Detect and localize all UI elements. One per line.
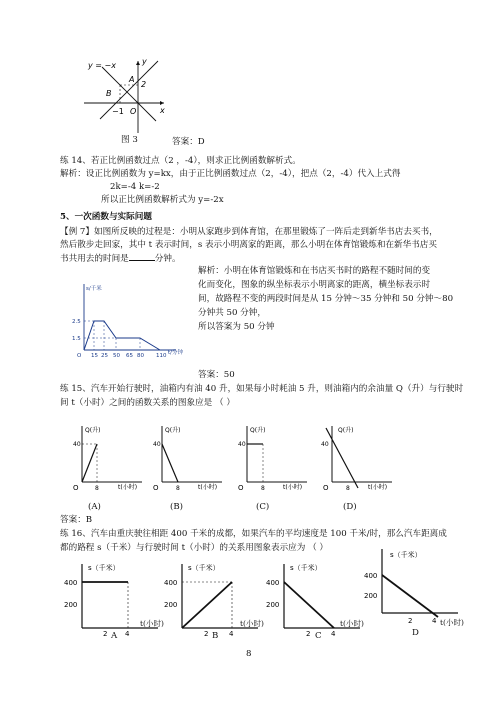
ex7-line-3 (60, 252, 181, 265)
ex14-solution-3: 所以正比例函数解析式为 y=-2x (101, 195, 224, 205)
ex16b-xlabel: t(小时) (240, 619, 264, 628)
ex16-cap-d: D (412, 628, 419, 638)
ex15c-y: 40 (238, 441, 246, 448)
ex16a-x2: 4 (125, 630, 130, 638)
ex15-graph-b (150, 422, 230, 500)
ex7-x6: 110 (156, 353, 167, 358)
ex15b-y: 40 (153, 441, 161, 448)
ex15-line-1: 练 15、汽车开始行驶时，油箱内有油 40 升，如果每小时耗油 5 升，则油箱内的余油量 Q（升）与行驶时 (60, 384, 464, 394)
fig3-label-two: 2 (141, 80, 147, 89)
ex16c-ylabel: s（千米） (290, 564, 322, 572)
ex15-cap-b: (B) (170, 502, 184, 512)
fig3-caption: 图 3 (121, 135, 138, 145)
ex15c-o: O (238, 484, 244, 492)
ex15b-o: O (153, 484, 159, 492)
ex15-cap-c: (C) (256, 502, 270, 512)
ex16b-ylabel: s（千米） (188, 564, 220, 572)
ex15d-ylabel: Q(升) (338, 427, 354, 434)
ex16a-y2: 200 (64, 601, 78, 609)
ex15c-ylabel: Q(升) (250, 427, 266, 434)
fig3-y-label: y (142, 57, 147, 66)
ex15d-xlabel: t(小时) (368, 484, 388, 491)
ex7-line-3b: 分钟。 (154, 254, 181, 264)
ex16a-x1: 2 (103, 630, 108, 638)
page-number: 8 (246, 649, 252, 659)
ex16a-y1: 400 (64, 579, 78, 587)
ex15-line-2: 间 t（小时）之间的函数关系的图象应是 （ ） (60, 398, 235, 408)
ex15b-line (162, 444, 178, 482)
ex7-x4: 65 (126, 353, 133, 358)
ex15a-line (82, 444, 97, 482)
ex15b-xlabel: t(小时) (198, 484, 218, 491)
ex16d-xlabel: t(小时) (440, 618, 464, 627)
fig3-label-b: B (106, 89, 112, 98)
fig3-label-minus-one: −1 (112, 107, 124, 116)
ex15d-o: O (323, 484, 329, 492)
ex15-graph-a (70, 422, 150, 500)
ex16d-y1: 400 (364, 572, 378, 580)
ex16c-x2: 4 (331, 630, 336, 638)
ex7-x3: 50 (113, 353, 120, 358)
ex7-answer: 答案：50 (198, 370, 235, 380)
ex15d-line (326, 428, 358, 488)
ex15-cap-a: (A) (88, 502, 101, 512)
ex15-graph-d (320, 422, 400, 500)
ex16a-ylabel: s（千米） (88, 564, 120, 572)
ex16d-y2: 200 (364, 592, 378, 600)
ex15c-xlabel: t(小时) (283, 484, 303, 491)
ex7-y1: 2.5 (72, 319, 81, 325)
ex7-line-1: 【例 7】如图所反映的过程是：小明从家跑步到体育馆，在那里锻炼了一阵后走到新华书店去买书， (60, 227, 438, 237)
ex16-cap-b: B (212, 631, 219, 641)
ex15a-xlabel: t(小时) (118, 484, 138, 491)
ex16b-x1: 2 (204, 630, 209, 638)
ex16a-xlabel: t(小时) (140, 619, 164, 628)
ex7-line-3a: 书共用去的时间是 (60, 254, 129, 264)
ex7-analysis-3: 间，故路程不变的两段时间是从 15 分钟～35 分钟和 50 分钟～80 (198, 294, 454, 304)
ex7-analysis-2: 化而变化，图象的纵坐标表示小明离家的距离，横坐标表示时 (198, 280, 431, 290)
ex16b-y2: 200 (164, 601, 178, 609)
ex16c-x1: 2 (306, 630, 311, 638)
fig3-x-arrow (160, 101, 164, 105)
ex16b-y1: 400 (164, 579, 178, 587)
ex7-x1: 15 (91, 353, 98, 358)
ex7-y2: 1.5 (72, 336, 81, 342)
ex16d-line (382, 575, 438, 617)
ex7-analysis-4: 分钟共 50 分钟， (198, 308, 266, 318)
ex7-ylabel: s/千米 (86, 286, 102, 292)
ex7-line-2: 然后散步走回家，其中 t 表示时间，s 表示小明离家的距离，那么小明在体育馆锻炼和在新华书店买 (60, 240, 437, 250)
ex16c-xlabel: t(小时) (340, 619, 364, 628)
ex14-solution-2: 2k=-4 k=-2 (110, 182, 160, 192)
ex14-title: 练 14、若正比例函数过点（2 ，-4），则求正比例函数解析式。 (60, 156, 301, 166)
ex7-analysis-1: 解析：小明在体育馆锻炼和在书店买书时的路程不随时间的变 (198, 266, 431, 276)
ex15a-o: O (73, 484, 79, 492)
fig3-eq: y = −x (88, 61, 116, 70)
fig3-x-label: x (160, 106, 165, 115)
fig3-y-arrow (136, 61, 140, 65)
ex16c-y1: 400 (266, 579, 280, 587)
ex16d-x2: 4 (432, 617, 437, 625)
ex16b-x2: 4 (229, 630, 234, 638)
ex15d-x: 8 (346, 485, 350, 492)
ex7-xlabel: t/分钟 (168, 350, 184, 356)
ex15b-ylabel: Q(升) (165, 427, 181, 434)
ex16-cap-c: C (315, 631, 322, 641)
ex16-cap-a: A (111, 631, 118, 641)
ex15a-x: 8 (95, 485, 99, 492)
ex16d-x1: 2 (408, 617, 413, 625)
ex15a-ylabel: Q(升) (85, 427, 101, 434)
ex14-solution-1: 解析：设正比例函数为 y=kx，由于正比例函数过点（2，-4），把点（2，-4）代入上式得 (60, 169, 401, 179)
ex16d-ylabel: s（千米） (390, 551, 422, 559)
ex15c-x: 8 (261, 485, 265, 492)
ex15b-x: 8 (176, 485, 180, 492)
ex7-x2: 25 (101, 353, 108, 358)
ex15-cap-d: (D) (343, 502, 357, 512)
answer-d: 答案：D (172, 137, 205, 147)
fig3-label-a: A (129, 75, 135, 84)
ex16c-line (284, 582, 334, 628)
ex16-line-1: 练 16、汽车由重庆驶往相距 400 千米的成都，如果汽车的平均速度是 100 千米/时，那么汽车距离成 (60, 529, 447, 539)
ex15-answer: 答案：B (60, 515, 93, 525)
ex7-answer-blank (129, 252, 155, 261)
ex15-graph-c (235, 422, 315, 500)
ex16b-line (182, 582, 232, 628)
ex7-graph (70, 278, 190, 358)
figure-3 (80, 55, 170, 135)
fig3-label-o: O (130, 107, 137, 116)
ex7-o: O (77, 353, 82, 358)
ex15d-y: 40 (321, 441, 329, 448)
ex7-x5: 80 (137, 353, 144, 358)
ex16-line-2: 都的路程 s（千米）与行驶时间 t（小时）的关系用图象表示应为 （ ） (60, 543, 329, 553)
ex15a-y: 40 (73, 441, 81, 448)
ex7-path (84, 321, 160, 350)
ex16c-y2: 200 (266, 601, 280, 609)
section-heading: 5、一次函数与实际问题 (60, 212, 152, 222)
ex7-analysis-5: 所以答案为 50 分钟 (198, 322, 275, 332)
